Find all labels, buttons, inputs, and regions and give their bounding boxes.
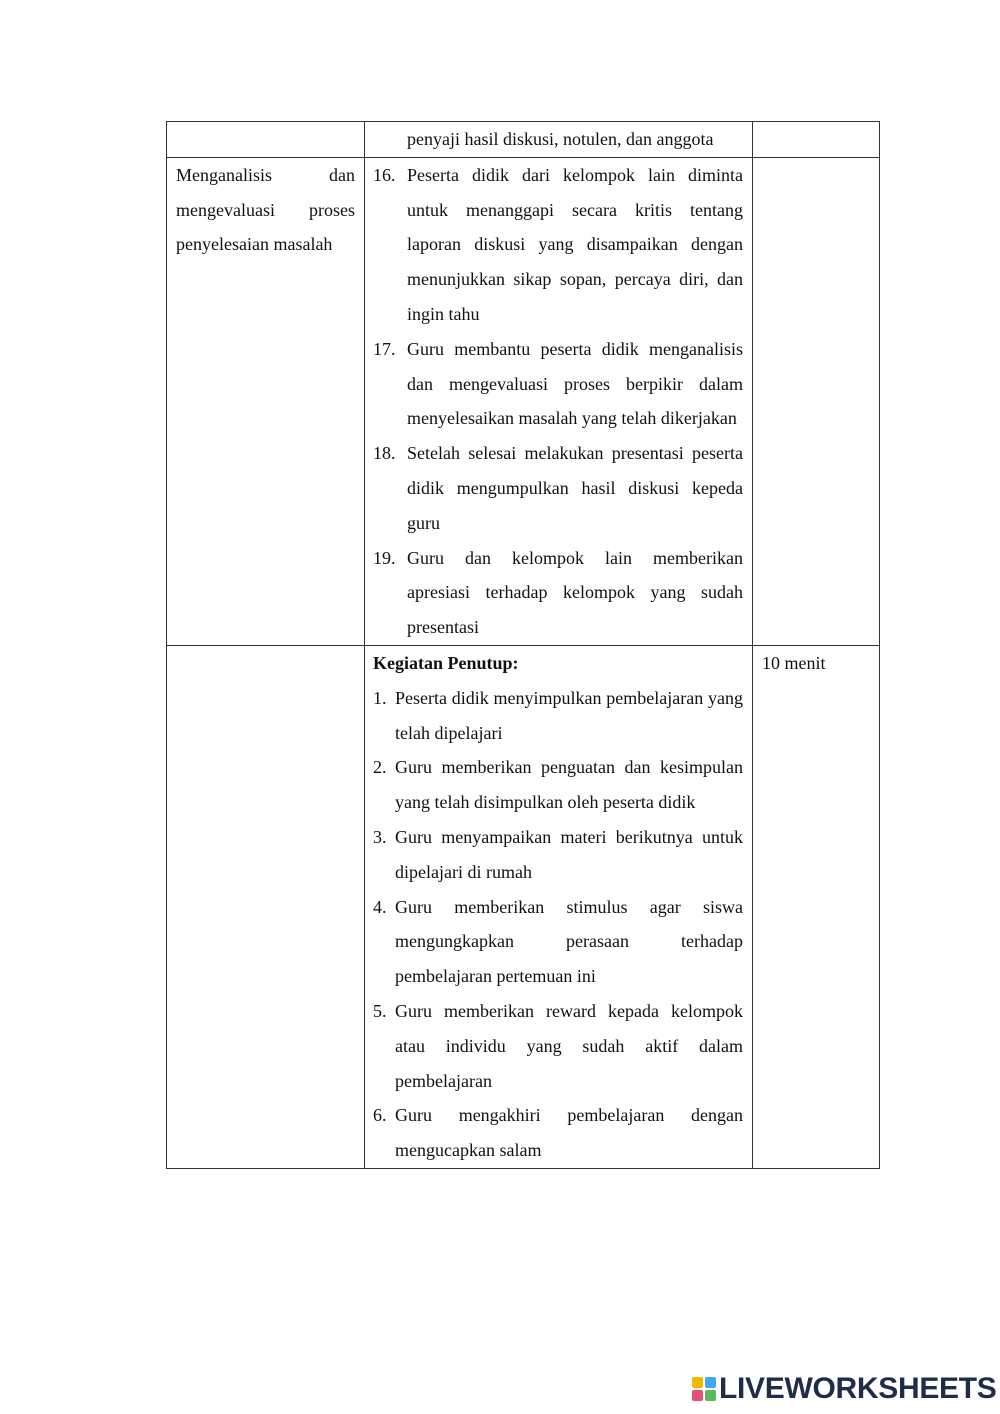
time-cell	[753, 645, 880, 1168]
closing-list	[373, 681, 743, 1168]
step-number: 17.	[373, 338, 396, 359]
stage-cell	[167, 122, 365, 158]
time-cell	[753, 122, 880, 158]
logo-square	[705, 1377, 716, 1388]
section-heading: Kegiatan Penutup:	[373, 652, 519, 673]
list-item	[373, 1098, 743, 1168]
step-number: 1.	[373, 687, 387, 708]
continuation-text: penyaji hasil diskusi, notulen, dan anggota	[407, 129, 714, 149]
logo-square	[692, 1377, 703, 1388]
activity-cell	[365, 122, 753, 158]
step-text: Guru menyampaikan materi berikutnya untuk dipelajari di rumah	[395, 826, 743, 882]
list-item	[373, 436, 743, 540]
step-number: 2.	[373, 757, 387, 778]
step-text: Guru mengakhiri pembelajaran dengan mengucapkan salam	[395, 1105, 743, 1161]
logo-text: LIVEWORKSHEETS	[719, 1372, 997, 1405]
list-item	[373, 994, 743, 1098]
stage-cell	[167, 645, 365, 1168]
list-item	[373, 541, 743, 645]
step-number: 6.	[373, 1105, 387, 1126]
time-cell	[753, 157, 880, 645]
list-item	[373, 332, 743, 436]
step-number: 16.	[373, 164, 396, 185]
step-number: 19.	[373, 547, 396, 568]
step-text: Guru memberikan reward kepada kelompok atau individu yang sudah aktif dalam pembelajaran	[395, 1000, 743, 1091]
step-text: Guru memberikan stimulus agar siswa mengungkapkan perasaan terhadap pembelajaran pertemuan ini	[395, 896, 743, 987]
step-text: Guru dan kelompok lain memberikan apresiasi terhadap kelompok yang sudah presentasi	[407, 547, 743, 638]
step-text: Peserta didik dari kelompok lain diminta untuk menanggapi secara kritis tentang laporan diskusi yang disampaikan dengan menunjukkan sikap sopan, percaya diri, dan ingin tahu	[407, 164, 743, 324]
logo-square	[705, 1390, 716, 1401]
table-row	[167, 157, 880, 645]
list-item	[373, 158, 743, 332]
list-item	[373, 750, 743, 820]
logo-mark-icon	[692, 1377, 716, 1401]
activity-list	[373, 158, 743, 645]
list-item	[373, 681, 743, 751]
step-text: Setelah selesai melakukan presentasi peserta didik mengumpulkan hasil diskusi kepeda guru	[407, 443, 743, 533]
logo-square	[692, 1390, 703, 1401]
step-text: Guru membantu peserta didik menganalisis dan mengevaluasi proses berpikir dalam menyelesaikan masalah yang telah dikerjakan	[407, 338, 743, 429]
step-number: 18.	[373, 443, 396, 464]
liveworksheets-logo[interactable]	[692, 1374, 997, 1404]
duration-label: 10 menit	[762, 652, 826, 673]
activity-cell	[365, 645, 753, 1168]
stage-cell	[167, 157, 365, 645]
step-number: 4.	[373, 896, 387, 917]
list-item	[373, 820, 743, 890]
stage-label: Menganalisis dan mengevaluasi proses penyelesaian masalah	[176, 164, 355, 255]
table-row	[167, 645, 880, 1168]
list-item	[373, 890, 743, 994]
step-number: 3.	[373, 826, 387, 847]
step-number: 5.	[373, 1000, 387, 1021]
table-row	[167, 122, 880, 158]
step-text: Guru memberikan penguatan dan kesimpulan yang telah disimpulkan oleh peserta didik	[395, 757, 743, 813]
lesson-plan-table	[166, 121, 880, 1169]
step-text: Peserta didik menyimpulkan pembelajaran yang telah dipelajari	[395, 687, 743, 743]
activity-cell	[365, 157, 753, 645]
